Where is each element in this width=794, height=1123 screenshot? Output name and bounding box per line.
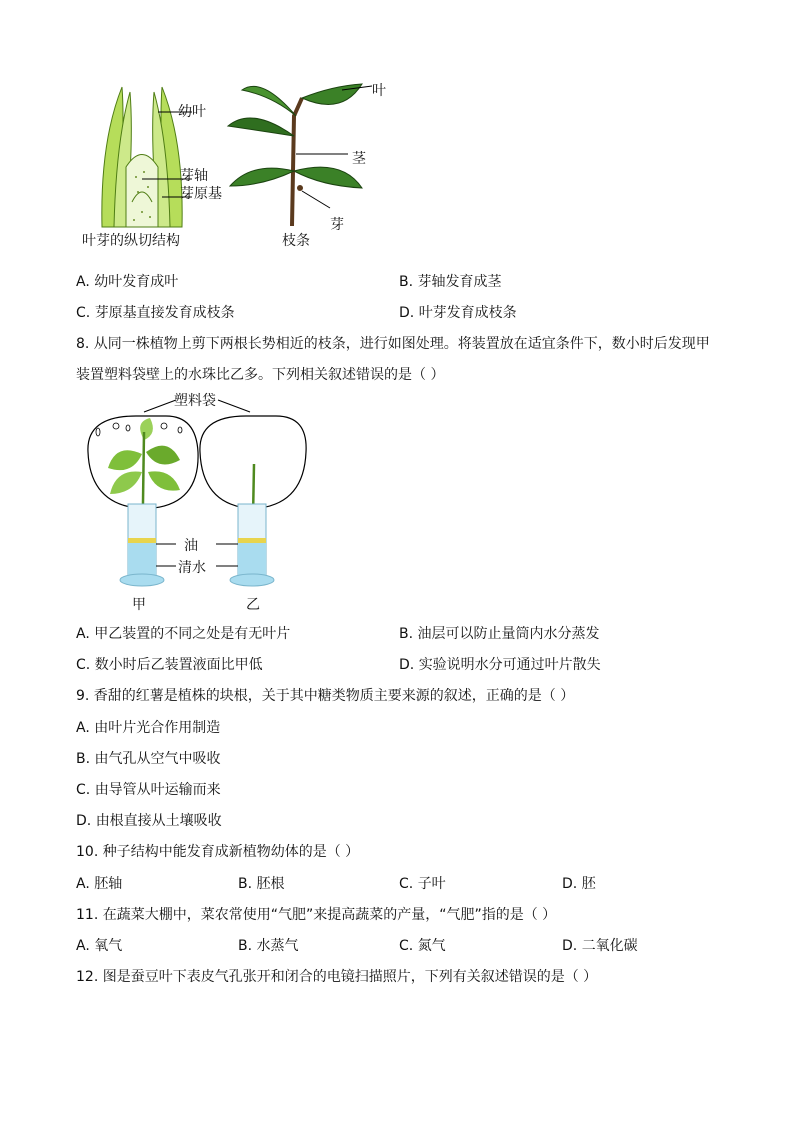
q7-option-a: A. 幼叶发育成叶 <box>76 274 179 290</box>
q8-option-b: B. 油层可以防止量筒内水分蒸发 <box>399 626 600 642</box>
branch-illustration <box>222 76 392 226</box>
label-water: 清水 <box>178 560 206 576</box>
q11-stem: 11. 在蔬菜大棚中，菜农常使用“气肥”来提高蔬菜的产量，“气肥”指的是（ ） <box>76 907 557 923</box>
figure-q7 <box>76 72 406 262</box>
q10-option-d: D. 胚 <box>562 876 596 892</box>
caption-bud-section: 叶芽的纵切结构 <box>82 233 180 249</box>
label-oil: 油 <box>184 538 198 554</box>
label-young-leaf: 幼叶 <box>178 104 206 120</box>
q11-option-b: B. 水蒸气 <box>238 938 299 954</box>
figure-q8 <box>76 392 326 614</box>
caption-branch: 枝条 <box>282 233 310 249</box>
q10-stem: 10. 种子结构中能发育成新植物幼体的是（ ） <box>76 844 360 860</box>
q10-option-b: B. 胚根 <box>238 876 285 892</box>
q9-stem: 9. 香甜的红薯是植株的块根，关于其中糖类物质主要来源的叙述，正确的是（ ） <box>76 688 575 704</box>
q7-option-b: B. 芽轴发育成茎 <box>399 274 502 290</box>
q9-option-c: C. 由导管从叶运输而来 <box>76 782 221 798</box>
label-bud: 芽 <box>330 217 344 233</box>
q8-option-a: A. 甲乙装置的不同之处是有无叶片 <box>76 626 291 642</box>
label-plastic-bag: 塑料袋 <box>174 393 216 409</box>
q12-stem: 12. 图是蚕豆叶下表皮气孔张开和闭合的电镜扫描照片，下列有关叙述错误的是（ ） <box>76 969 598 985</box>
label-leaf: 叶 <box>372 83 386 99</box>
q8-stem-line1: 8. 从同一株植物上剪下两根长势相近的枝条，进行如图处理。将装置放在适宜条件下，数小时后发现甲 <box>76 336 710 352</box>
q11-option-d: D. 二氧化碳 <box>562 938 638 954</box>
q10-option-c: C. 子叶 <box>399 876 446 892</box>
q7-option-d: D. 叶芽发育成枝条 <box>399 305 517 321</box>
q9-option-b: B. 由气孔从空气中吸收 <box>76 751 221 767</box>
q11-option-c: C. 氮气 <box>399 938 446 954</box>
q7-option-c: C. 芽原基直接发育成枝条 <box>76 305 235 321</box>
q9-option-a: A. 由叶片光合作用制造 <box>76 720 221 736</box>
q11-option-a: A. 氧气 <box>76 938 123 954</box>
label-bud-primordium: 芽原基 <box>180 186 222 202</box>
q10-option-a: A. 胚轴 <box>76 876 123 892</box>
bud-section-illustration <box>92 82 192 232</box>
label-bud-axis: 芽轴 <box>180 168 208 184</box>
q8-option-c: C. 数小时后乙装置液面比甲低 <box>76 657 263 673</box>
q9-option-d: D. 由根直接从土壤吸收 <box>76 813 222 829</box>
label-jia: 甲 <box>132 597 146 613</box>
label-stem: 茎 <box>352 151 366 167</box>
q8-option-d: D. 实验说明水分可通过叶片散失 <box>399 657 601 673</box>
label-yi: 乙 <box>246 597 260 613</box>
q8-stem-line2: 装置塑料袋壁上的水珠比乙多。下列相关叙述错误的是（ ） <box>76 367 445 383</box>
